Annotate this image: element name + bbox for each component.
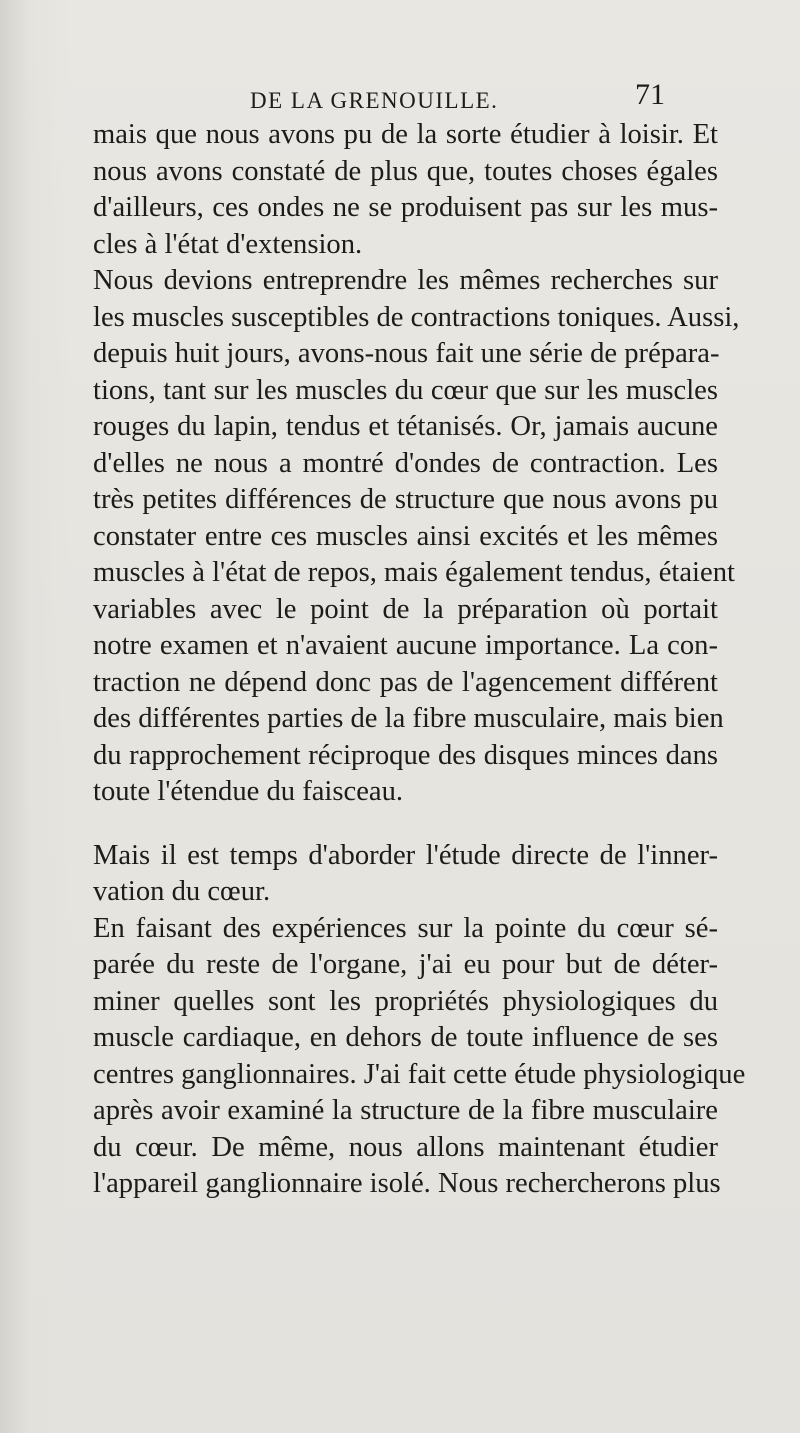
text-line: constater entre ces muscles ainsi excités et les mêmes xyxy=(93,520,718,552)
text-line: nous avons constaté de plus que, toutes choses égales xyxy=(93,155,718,187)
text-line: rouges du lapin, tendus et tétanisés. Or, jamais aucune xyxy=(93,411,718,442)
text-line: parée du reste de l'organe, j'ai eu pour but de déter- xyxy=(93,949,718,980)
text-line: Mais il est temps d'aborder l'étude directe de l'inner- xyxy=(93,839,718,871)
text-line: d'elles ne nous a montré d'ondes de contraction. Les xyxy=(93,447,718,479)
paragraph-2 xyxy=(93,263,740,811)
paragraph-4 xyxy=(93,911,746,1203)
paragraph-1 xyxy=(93,117,718,263)
text-line: depuis huit jours, avons-nous fait une série de prépara- xyxy=(93,338,720,369)
text-line: du rapprochement réciproque des disques minces dans xyxy=(93,739,718,771)
text-line: l'appareil ganglionnaire isolé. Nous rechercherons plus xyxy=(93,1168,721,1199)
text-line: des différentes parties de la fibre musculaire, mais bien xyxy=(93,703,724,734)
text-line: vation du cœur. xyxy=(93,876,271,907)
body-text xyxy=(93,117,746,1203)
text-line: du cœur. De même, nous allons maintenant étudier xyxy=(93,1131,718,1163)
text-line: toute l'étendue du faisceau. xyxy=(93,776,404,807)
page-number: 71 xyxy=(635,78,665,111)
running-head: DE LA GRENOUILLE. xyxy=(250,88,499,113)
text-line: Nous devions entreprendre les mêmes recherches sur xyxy=(93,265,718,296)
paragraph-3 xyxy=(93,838,718,911)
text-line: les muscles susceptibles de contractions toniques. Aussi, xyxy=(93,301,740,333)
text-line: notre examen et n'avaient aucune importance. La con- xyxy=(93,630,718,661)
text-line: centres ganglionnaires. J'ai fait cette étude physiologique xyxy=(93,1058,746,1090)
text-line: muscle cardiaque, en dehors de toute influence de ses xyxy=(93,1022,718,1053)
text-line: très petites différences de structure que nous avons pu xyxy=(93,484,718,515)
text-line: après avoir examiné la structure de la fibre musculaire xyxy=(93,1095,718,1126)
text-line: traction ne dépend donc pas de l'agencement différent xyxy=(93,666,718,698)
text-line: mais que nous avons pu de la sorte étudier à loisir. Et xyxy=(93,119,718,150)
text-line: muscles à l'état de repos, mais également tendus, étaient xyxy=(93,557,735,588)
text-line: En faisant des expériences sur la pointe du cœur sé- xyxy=(93,912,718,944)
text-line: variables avec le point de la préparation où portait xyxy=(93,593,718,625)
text-line: cles à l'état d'extension. xyxy=(93,228,363,260)
text-line: miner quelles sont les propriétés physiologiques du xyxy=(93,985,718,1017)
text-line: tions, tant sur les muscles du cœur que sur les muscles xyxy=(93,374,718,406)
text-line: d'ailleurs, ces ondes ne se produisent pas sur les mus- xyxy=(93,192,718,223)
